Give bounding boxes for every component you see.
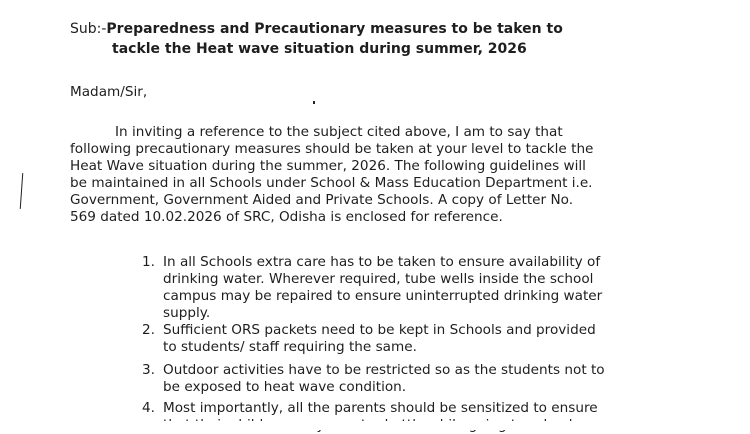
intro-line: 569 dated 10.02.2026 of SRC, Odisha is enclosed for reference. xyxy=(70,209,503,225)
salutation: Madam/Sir, xyxy=(70,84,148,100)
intro-line: In inviting a reference to the subject cited above, I am to say that xyxy=(115,124,563,140)
list-item-number: 1. xyxy=(142,254,155,270)
subject-line-1 xyxy=(70,21,563,38)
list-item-line: Most importantly, all the parents should be sensitized to ensure xyxy=(163,400,598,416)
list-item-line: Outdoor activities have to be restricted so as the students not to xyxy=(163,362,605,378)
list-item-line: be exposed to heat wave condition. xyxy=(163,379,407,395)
intro-line: Government, Government Aided and Private Schools. A copy of Letter No. xyxy=(70,192,574,208)
intro-line: following precautionary measures should be taken at your level to tackle the xyxy=(70,141,594,157)
page-crop-edge xyxy=(0,421,750,430)
intro-line: be maintained in all Schools under School & Mass Education Department i.e. xyxy=(70,175,593,191)
subject-prefix: Sub:- xyxy=(70,21,107,37)
list-item-number: 4. xyxy=(142,400,155,416)
list-item-line: drinking water. Wherever required, tube wells inside the school xyxy=(163,271,594,287)
list-item-line: In all Schools extra care has to be taken to ensure availability of xyxy=(163,254,601,270)
intro-line: Heat Wave situation during the summer, 2026. The following guidelines will xyxy=(70,158,586,174)
margin-pen-mark xyxy=(20,173,24,209)
list-item-number: 2. xyxy=(142,322,155,338)
list-item-line: Sufficient ORS packets need to be kept in Schools and provided xyxy=(163,322,596,338)
list-item-number: 3. xyxy=(142,362,155,378)
list-item-line: to students/ staff requiring the same. xyxy=(163,339,417,355)
subject-line-2: tackle the Heat wave situation during summer, 2026 xyxy=(112,41,527,57)
list-item-line: supply. xyxy=(163,305,211,321)
scan-dot-mark xyxy=(313,101,315,104)
list-item-line: campus may be repaired to ensure uninterrupted drinking water xyxy=(163,288,603,304)
subject-text-1: Preparedness and Precautionary measures to be taken to xyxy=(106,21,563,37)
